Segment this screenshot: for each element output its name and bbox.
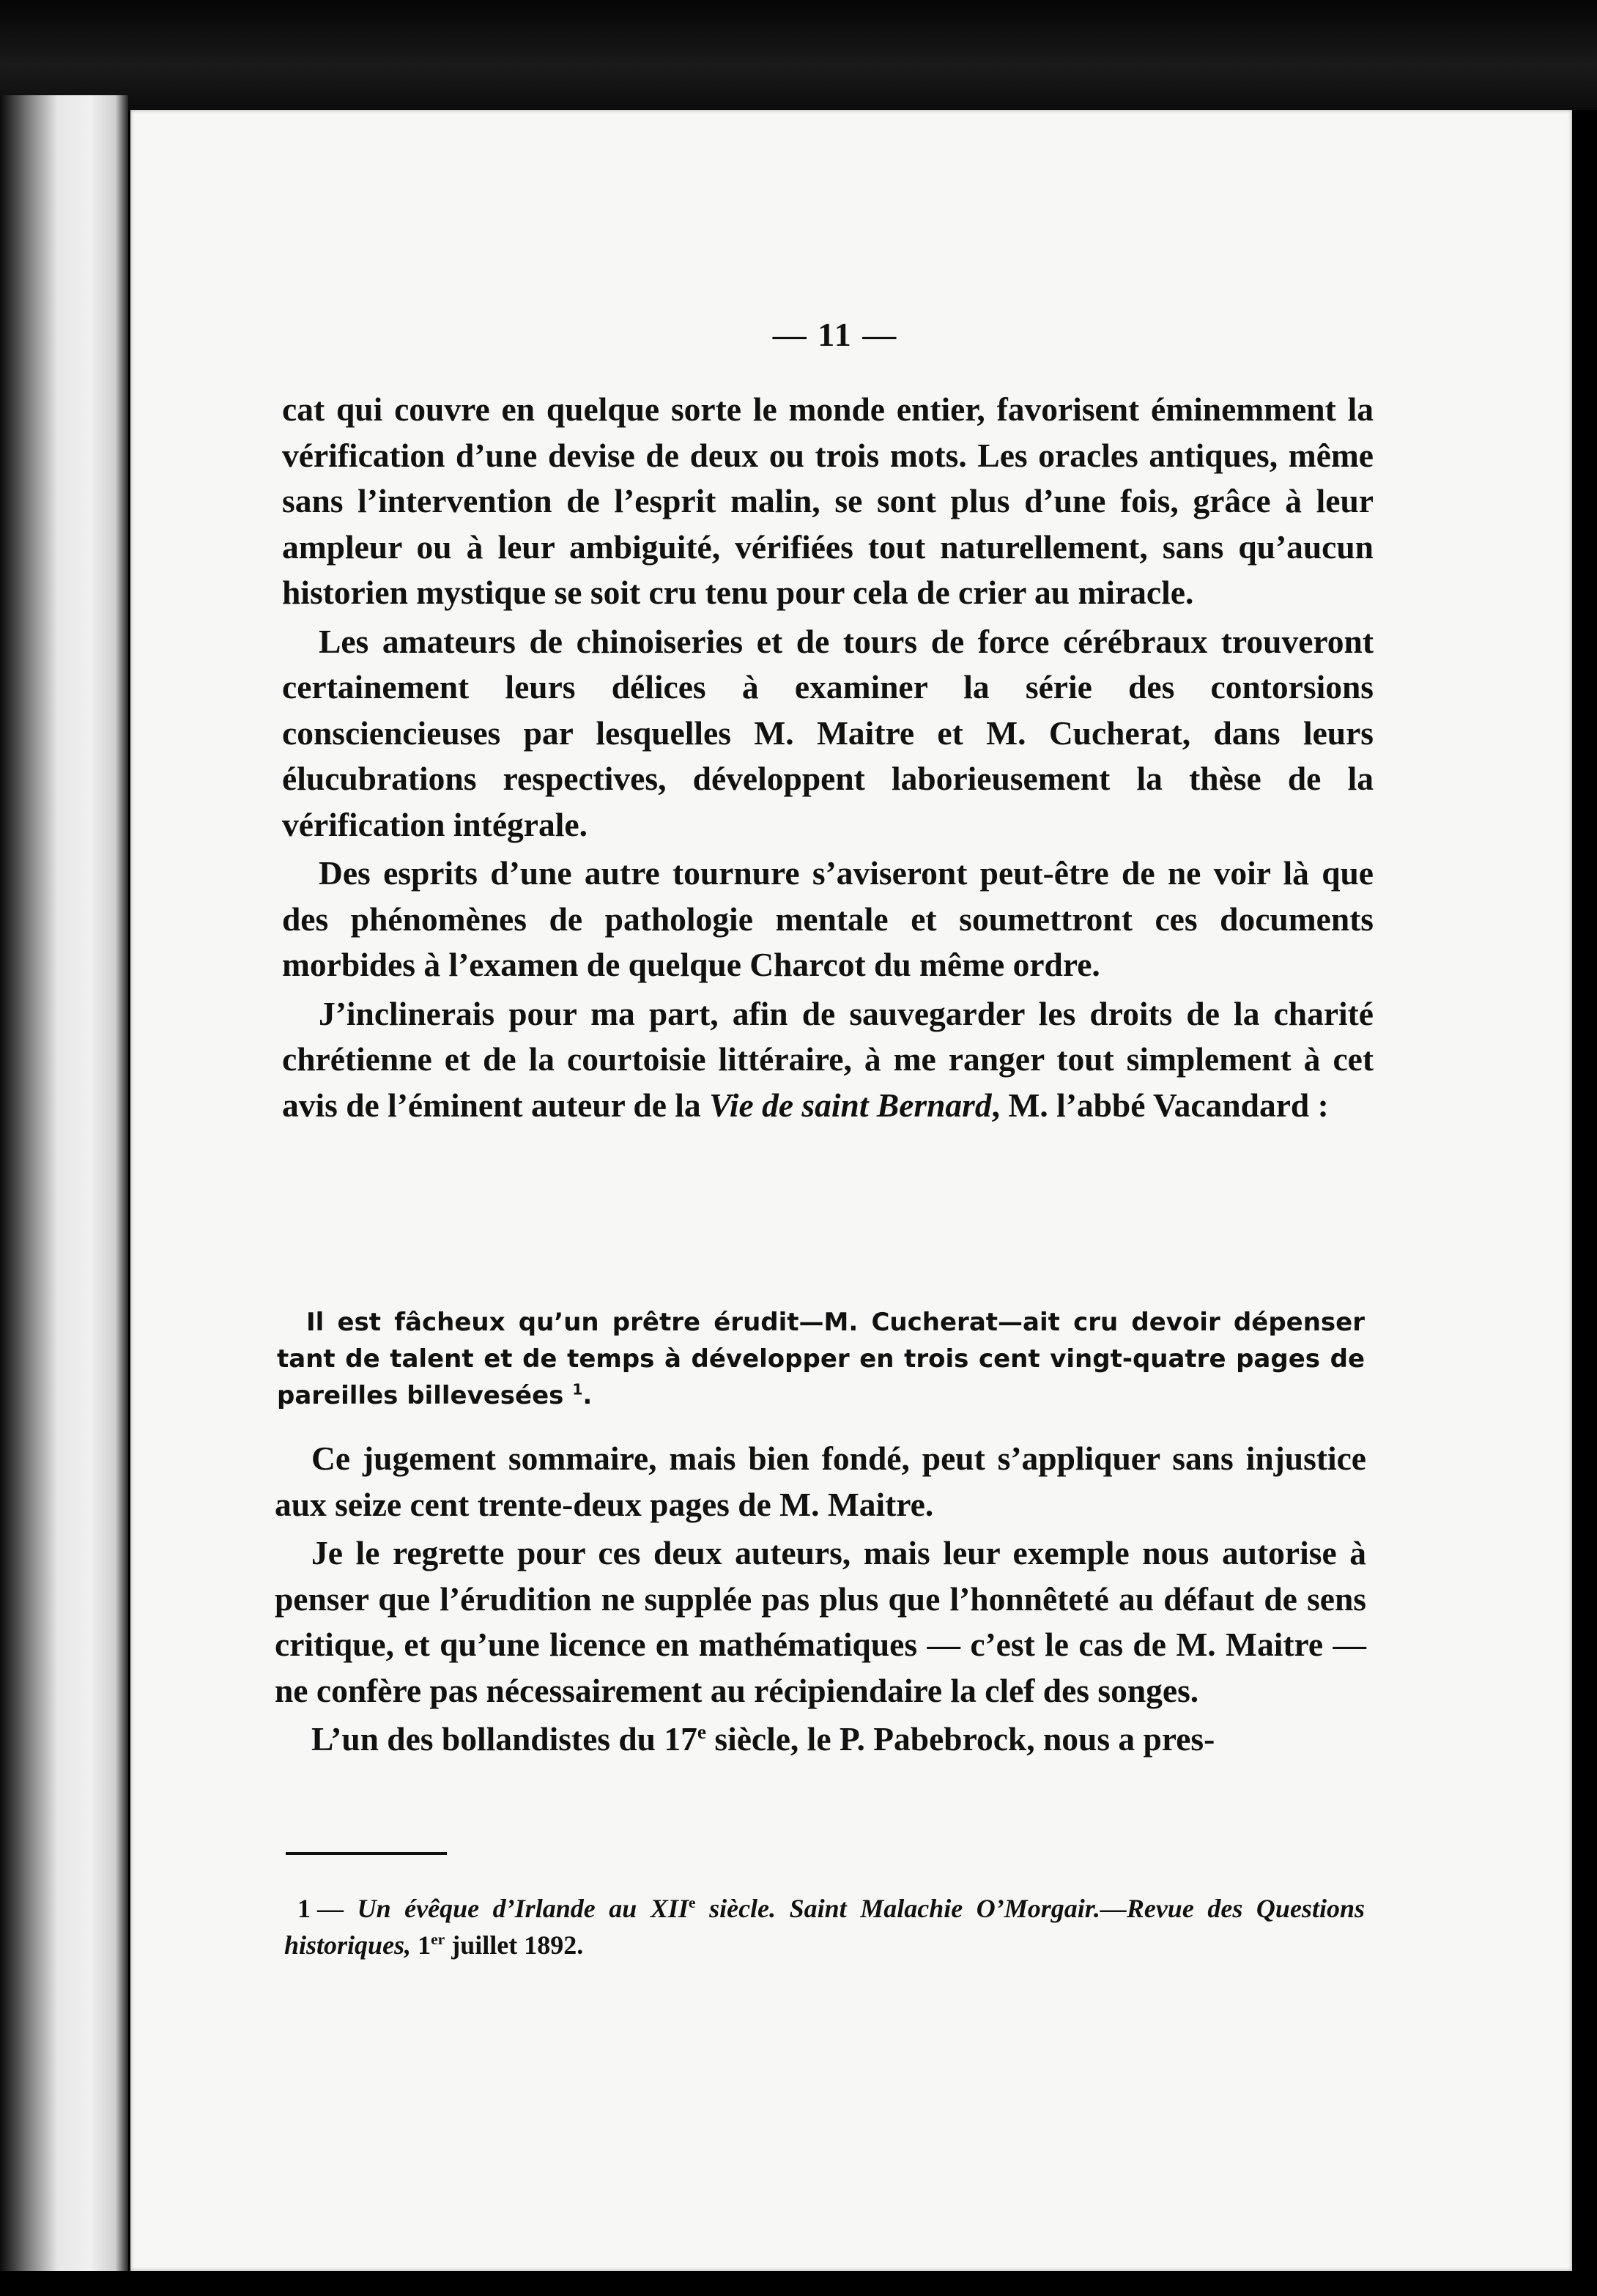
- footnote: [284, 1890, 1365, 1963]
- paragraph: Des esprits d’une autre tournure s’aviseront peut-être de ne voir là que des phénomènes de pathologie mentale et soumettront ces documents morbides à l’examen de quelque Charcot du même ordre.: [282, 854, 1374, 983]
- page-number: — 11 —: [772, 316, 898, 353]
- footnote-title: siècle. Saint Malachie O’Morgair.—Revue des Questions historiques,: [284, 1894, 1365, 1960]
- superscript: e: [697, 1720, 706, 1743]
- paragraph: Je le regrette pour ces deux auteurs, mais leur exemple nous autorise à penser que l’érudition ne supplée pas plus que l’honnêteté au défaut de sens critique, et qu’une licence en mathématiques — c’est le cas de M. Maitre — ne confère pas nécessairement au récipiendaire la clef des songes.: [275, 1534, 1366, 1709]
- footnote-date: 1: [411, 1930, 431, 1960]
- paragraph: Les amateurs de chinoiseries et de tours de force cérébraux trouveront certainement leurs délices à examiner la série des contorsions consciencieuses par lesquelles M. Maitre et M. Cucherat, dans leurs élucubrations respectives, développent laborieusement la thèse de la vérification intégrale.: [282, 622, 1374, 843]
- block-quote: [277, 1304, 1365, 1414]
- paragraph: cat qui couvre en quelque sorte le monde entier, favorisent éminemment la vérification d’une devise de deux ou trois mots. Les oracles antiques, même sans l’intervention de l’esprit malin, se sont plus d’une fois, grâce à leur ampleur ou à leur ambiguité, vérifiées tout naturellement, sans qu’aucun historien mystique se soit cru tenu pour cela de crier au miracle.: [282, 390, 1374, 611]
- quote-end: .: [582, 1381, 593, 1410]
- paragraph-text: L’un des bollandistes du 17: [311, 1720, 697, 1758]
- scan-right-border: [1572, 110, 1597, 2296]
- scan-bottom-border: [0, 2271, 1597, 2296]
- paragraph: Ce jugement sommaire, mais bien fondé, peut s’appliquer sans injustice aux seize cent trente-deux pages de M. Maitre.: [275, 1440, 1366, 1523]
- main-text-block: [282, 387, 1374, 1131]
- main-text-block-2: [275, 1436, 1366, 1766]
- book-title: Vie de saint Bernard: [709, 1086, 992, 1124]
- footnote-ref: 1: [572, 1380, 583, 1399]
- scan-binding-edge: [0, 95, 128, 2286]
- paragraph: [282, 991, 1374, 1129]
- footnote-number: 1 —: [297, 1894, 344, 1923]
- scan-top-border: [0, 0, 1597, 110]
- paragraph-text: , M. l’abbé Vacandard :: [991, 1086, 1329, 1124]
- footnote-date: juillet 1892.: [445, 1930, 584, 1960]
- paragraph: [275, 1717, 1366, 1763]
- footnote-rule: [286, 1852, 447, 1855]
- superscript: e: [688, 1894, 696, 1911]
- paragraph-text: siècle, le P. Pabebrock, nous a pres-: [705, 1720, 1215, 1758]
- paragraph-text: J’inclinerais pour ma part, afin de sauvegarder les droits de la charité chrétienne et de la courtoisie littéraire, à me ranger tout simplement à cet avis de l’éminent auteur de la: [282, 994, 1374, 1124]
- superscript: er: [431, 1930, 445, 1948]
- quote-text: Il est fâcheux qu’un prêtre érudit—M. Cucherat—ait cru devoir dépenser tant de talent et de temps à développer en trois cent vingt-quatre pages de pareilles billevesées: [277, 1308, 1365, 1410]
- footnote-title: Un évêque d’Irlande au XII: [357, 1894, 689, 1923]
